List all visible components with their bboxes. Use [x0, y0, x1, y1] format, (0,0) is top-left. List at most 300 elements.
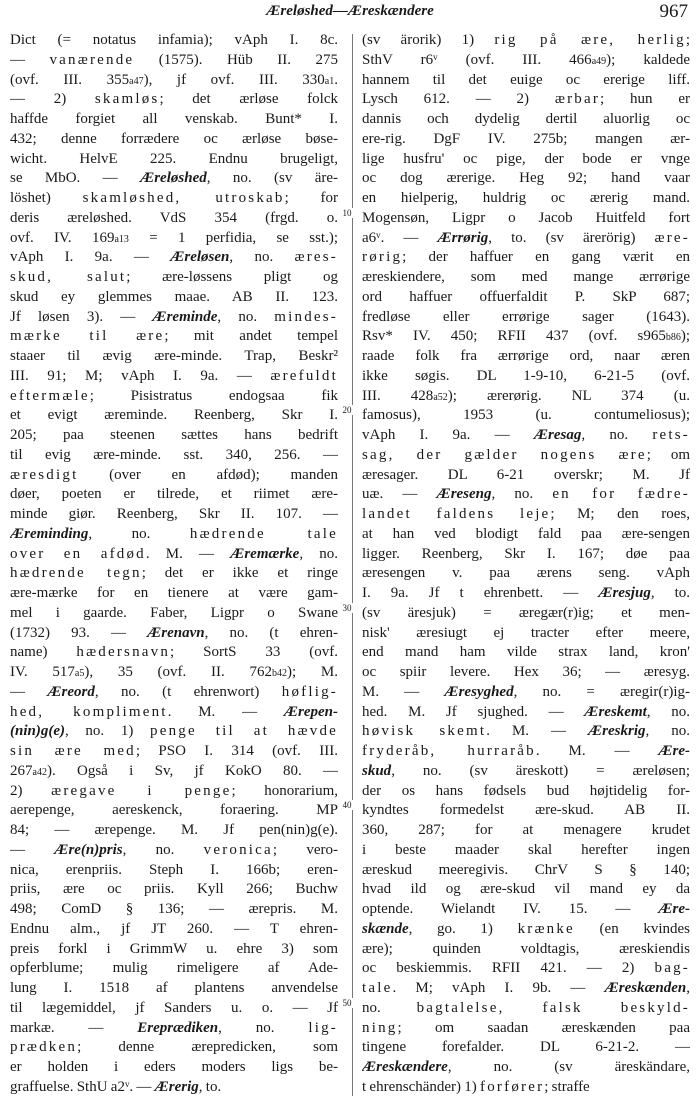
text-run: lung I. 1518 af plantens anvendelse — [10, 980, 338, 996]
text-run: til evig ære-minde. sst. 340, 256. — — [10, 446, 338, 463]
running-header-title: Æreløshed—Æreskændere — [266, 3, 434, 19]
text-line — [362, 821, 690, 841]
text-line — [362, 485, 690, 505]
text-run: deris æreløshed. VdS 354 (frgd. o. — [10, 209, 338, 226]
text-line — [362, 110, 690, 130]
text-line — [10, 762, 338, 782]
text-line — [362, 742, 690, 762]
text-line — [10, 466, 338, 486]
headword: Æreminding — [10, 525, 89, 542]
headword: Æreminde — [152, 308, 218, 325]
headword: Ærenavn — [147, 624, 205, 641]
right-column — [362, 31, 690, 1098]
headword: skænde — [362, 920, 409, 937]
reference-index: a42 — [32, 766, 47, 778]
text-run: vAph I. 9a. — — [362, 427, 534, 443]
headword: Æreskændere — [362, 1059, 448, 1075]
text-line — [362, 288, 690, 308]
definition-spaced: æresdigt — [10, 466, 79, 483]
text-line — [362, 130, 690, 150]
text-line — [10, 782, 338, 802]
text-line — [362, 406, 690, 426]
definition-spaced: skamløshed, utroskab — [82, 190, 285, 206]
text-line — [10, 663, 338, 683]
text-run: = 1 perfidia, se sst.); — [128, 229, 338, 246]
definition-spaced: sag, der gælder nogens ære — [362, 446, 647, 463]
text-line — [362, 900, 690, 920]
text-line — [362, 209, 690, 229]
text-run: Jf løsen 3). — — [10, 308, 153, 325]
text-run: — — [10, 841, 55, 858]
text-line — [10, 703, 338, 723]
line-number-10: 10 — [340, 208, 354, 218]
text-run: ; det ærløse folck — [159, 91, 338, 108]
page-number: 967 — [659, 1, 688, 22]
text-line — [362, 940, 690, 960]
text-run: ), jf ovf. III. 330 — [143, 71, 325, 88]
text-line — [10, 821, 338, 841]
text-run: tingene forefalder. DL 6-21-2. — — [362, 1039, 690, 1056]
text-run: (sv ärorik) 1) — [362, 32, 495, 48]
text-line — [362, 327, 690, 347]
text-line — [362, 920, 690, 940]
definition-spaced: prædken — [10, 1039, 78, 1056]
text-line — [362, 189, 690, 209]
text-run: 205; paa steenen sættes hans bedrift — [10, 427, 338, 443]
text-run: hed. M. Jf sjughed. — — [362, 703, 585, 720]
headword: Ære- — [658, 901, 690, 917]
line-number-50: 50 — [340, 998, 354, 1008]
text-run: preis forkl i GrimmW u. ehre 3) som — [10, 940, 338, 957]
definition-spaced: rørig — [362, 249, 403, 266]
definition-spaced: skamløs — [94, 91, 160, 108]
text-run: lige husfru' oc pige, der bode er vnge — [362, 150, 690, 167]
text-line — [10, 150, 338, 170]
definition-spaced: ærefuldt — [270, 367, 338, 384]
text-run: oc dog ærerige. Heg 92; hand vaar — [362, 170, 690, 187]
text-line — [10, 584, 338, 604]
text-line — [10, 1058, 338, 1078]
text-run: ); — [680, 328, 690, 345]
text-run: 432; denne forrædere oc ærløse bøse- — [10, 130, 338, 147]
text-run: , no. — [581, 427, 653, 443]
headword: Æreord — [47, 683, 95, 700]
text-run: ; SortS 33 (ovf. — [170, 644, 338, 661]
text-line — [10, 367, 338, 387]
text-run: raade folk fra ærrørige ord, naar æren — [362, 348, 690, 364]
definition-spaced: over en afdød — [10, 545, 146, 562]
text-run: æresager. DL 6-21 overskr; M. Jf — [362, 466, 690, 483]
text-line — [362, 683, 690, 703]
text-line — [10, 880, 338, 900]
text-line — [10, 801, 338, 821]
text-run: vAph I. 9a. — — [10, 249, 171, 266]
reference-index: a52 — [433, 391, 448, 403]
text-line — [362, 229, 690, 249]
text-line — [362, 1038, 690, 1058]
text-run: ære-mærke for en tienere at være gam- — [10, 585, 338, 601]
text-line — [362, 525, 690, 545]
text-line — [10, 1019, 338, 1039]
text-line — [362, 604, 690, 624]
text-line — [10, 545, 338, 565]
headword: Æresyghed — [444, 683, 514, 700]
headword: Ære- — [658, 743, 690, 759]
text-run: der os hans fødsels bud højtidelig for- — [362, 782, 690, 799]
text-run: er holden i eders moders ligs be- — [10, 1059, 338, 1075]
reference-index: b86 — [665, 332, 681, 344]
text-run: 498; ComD § 136; — ærepris. M. — [10, 901, 338, 917]
definition-spaced: mindes- — [274, 308, 338, 325]
definition-spaced: fryderåb, hurraråb — [362, 743, 536, 759]
headword: Æreløshed — [140, 170, 207, 187]
text-line — [10, 90, 338, 110]
text-run: . — [334, 71, 338, 88]
text-run: kyndtes formedelst ære-skud. AB II. — [362, 802, 690, 819]
text-run: ; mit andet tempel — [164, 328, 338, 345]
text-line — [362, 1058, 690, 1078]
text-run: , no. — [646, 703, 690, 720]
text-run: haffde forgiet all venskab. Bunt* I. — [10, 111, 338, 127]
text-run: nica, erenpriis. Steph I. 166b; eren- — [10, 861, 338, 878]
text-line — [362, 782, 690, 802]
text-run: ; denne ærepredicken, som — [77, 1039, 338, 1056]
text-run: dannis och dydelig dertil aluorlig oc — [362, 111, 690, 127]
text-run: Endnu alm., jf JT 260. — T ehren- — [10, 920, 338, 937]
line-number-40: 40 — [340, 800, 354, 810]
text-line — [10, 130, 338, 150]
definition-spaced: rig på ære, herlig — [494, 32, 686, 48]
text-line — [10, 841, 338, 861]
headword: Æresjug — [598, 585, 651, 601]
text-line — [362, 861, 690, 881]
text-line — [362, 248, 690, 268]
text-run: t ehrenschänder) 1) — [362, 1078, 481, 1095]
text-run: IV. 517 — [10, 664, 75, 680]
text-run: ligger. Reenberg, Skr I. 167; døe paa — [362, 545, 690, 562]
text-run: (sv äresjuk) = æregær(r)ig; et men- — [362, 604, 690, 621]
text-run: at han ved blodigt fald paa ære-sengen — [362, 525, 690, 542]
text-line — [10, 643, 338, 663]
definition-spaced: eftermæle — [10, 387, 90, 404]
headword: Æreskænden — [604, 980, 687, 996]
text-line — [362, 426, 690, 446]
text-line — [362, 1019, 690, 1039]
text-run: — — [10, 51, 50, 68]
definition-spaced: æregave i penge — [51, 782, 232, 799]
text-line — [362, 762, 690, 782]
text-line — [362, 387, 690, 407]
text-run: (over en afdød); manden — [78, 466, 338, 483]
definition-spaced: sin ære med — [10, 743, 136, 759]
text-run: (ovf. III. 355 — [10, 71, 130, 88]
text-run: III. 428 — [362, 387, 434, 404]
text-line — [362, 999, 690, 1019]
text-run: ; — [685, 32, 690, 48]
definition-spaced: æres- — [294, 249, 338, 266]
text-run: ); M. — [287, 664, 338, 680]
text-line — [10, 51, 338, 71]
text-line — [10, 900, 338, 920]
text-run: Mogensøn, Ligpr o Jacob Huitfeld fort — [362, 209, 690, 226]
text-run: — — [10, 683, 48, 700]
text-line — [10, 485, 338, 505]
text-line — [362, 624, 690, 644]
text-run: , no. — [217, 308, 275, 325]
text-line — [362, 959, 690, 979]
headword: Ære(n)pris — [54, 841, 123, 858]
text-run: , no. = æregir(r)ig- — [513, 683, 690, 700]
text-line — [10, 959, 338, 979]
text-run: 267 — [10, 762, 33, 779]
text-line — [10, 229, 338, 249]
text-line — [10, 327, 338, 347]
headword: Æresag — [533, 427, 582, 443]
definition-spaced: bagtalelse, falsk beskyld- — [416, 999, 690, 1016]
text-line — [362, 505, 690, 525]
text-line — [362, 90, 690, 110]
text-line — [10, 979, 338, 999]
headword: skud — [362, 762, 392, 779]
text-line — [10, 308, 338, 328]
text-run: M. — — [362, 683, 445, 700]
text-line — [362, 564, 690, 584]
text-line — [10, 446, 338, 466]
text-run: , no. — [88, 525, 190, 542]
text-line — [10, 426, 338, 446]
headword: Ereprædiken — [137, 1019, 219, 1036]
text-run: ere-rig. DgF IV. 275b; mangen ær- — [362, 130, 690, 147]
text-run: , no. — [229, 249, 295, 266]
reference-index: a13 — [114, 233, 129, 245]
definition-spaced: ære- — [654, 229, 690, 246]
line-number-30: 30 — [340, 603, 354, 613]
text-run: — 2) — [10, 91, 95, 108]
text-run: ; for — [284, 190, 338, 206]
text-line — [362, 446, 690, 466]
text-run: , no. — [122, 841, 204, 858]
text-run: , no. (sv äreskott) = æreløsen; — [391, 762, 690, 779]
definition-spaced: penge til at hævde — [150, 723, 338, 740]
text-run: (en kvindes — [574, 920, 690, 937]
definition-spaced: skud, salut — [10, 269, 127, 285]
headword: (nin)g(e) — [10, 723, 65, 740]
text-line — [362, 880, 690, 900]
text-line — [10, 999, 338, 1019]
text-run: ), 35 (ovf. II. 762 — [84, 664, 273, 680]
headword: Æremærke — [230, 545, 300, 562]
text-run: end mand ham vilde strax land, kron' — [362, 644, 690, 661]
text-run: ; Pisistratus endogsaa fik — [89, 387, 338, 404]
text-line — [362, 308, 690, 328]
text-line — [10, 1038, 338, 1058]
text-line — [362, 1078, 690, 1098]
text-run: skud ey glemmes maae. AB II. 123. — [10, 288, 338, 305]
text-run: 2) — [10, 782, 52, 799]
text-run: ; PSO I. 314 (ovf. III. — [135, 743, 338, 759]
text-run: , no. 1) — [65, 723, 151, 740]
text-run: æreskiendere, som med mange ærrørige — [362, 269, 690, 285]
text-run: , no. (t ehren- — [204, 624, 338, 641]
text-line — [362, 801, 690, 821]
text-line — [362, 466, 690, 486]
text-run: ; om — [646, 446, 690, 463]
text-run: , no. (sv äreskändare, — [447, 1059, 690, 1075]
text-line — [362, 545, 690, 565]
definition-spaced: høflig- — [281, 683, 338, 700]
definition-spaced: forfører — [480, 1078, 545, 1095]
text-line — [10, 742, 338, 762]
text-run: III. 91; M; vAph I. 9a. — — [10, 367, 271, 384]
definition-spaced: krænke — [517, 920, 575, 937]
text-run: Rsv* IV. 450; RFII 437 (ovf. s965 — [362, 328, 666, 345]
text-run: famosus), 1953 (u. contumeliosus); — [362, 407, 690, 424]
definition-spaced: ærbar — [554, 91, 601, 108]
text-run: se MbO. — — [10, 170, 141, 187]
text-run: ; det er ikke et ringe — [141, 565, 338, 582]
text-run: æreskud meeregivis. ChrV S § 140; — [362, 861, 690, 878]
headword: Æreløsen — [170, 249, 230, 266]
text-line — [10, 347, 338, 367]
text-run: , no. — [218, 1019, 309, 1036]
text-run: . M. — — [167, 703, 284, 720]
text-run: ; hun er — [600, 91, 690, 108]
text-run: ; ære-løssens pligt og — [126, 269, 338, 285]
text-line — [10, 248, 338, 268]
text-run: en hielperig, huldrig oc ærerig mand. — [362, 190, 690, 206]
text-run: staaer til ævig ære-minde. Trap, Beskr² — [10, 348, 338, 364]
text-line — [10, 387, 338, 407]
text-run: ; om saadan æreskænden paa — [397, 1019, 690, 1036]
text-run: oc beskiemmis. RFII 421. — 2) — [362, 960, 655, 977]
definition-spaced: ning — [362, 1019, 398, 1036]
text-run: hannem til det euige oc ererige liff. — [362, 71, 690, 88]
text-run: . M. — — [145, 545, 231, 562]
text-run: , go. 1) — [408, 920, 518, 937]
text-line — [10, 31, 338, 51]
definition-spaced: hædersnavn — [76, 644, 171, 661]
text-line — [10, 940, 338, 960]
text-run: aerepenge, aereskenck, foraering. MP — [10, 802, 338, 819]
text-line — [362, 979, 690, 999]
text-run: til lægemiddel, jf Sanders u. o. — Jf — [10, 999, 338, 1016]
text-run: minde giør. Reenberg, Skr II. 107. — — [10, 506, 338, 522]
text-line — [362, 169, 690, 189]
text-run: oc spiir levere. Hex 36; — æresyg. — [362, 664, 690, 680]
text-run: graffuelse. SthU a2ᵛ. — — [10, 1078, 155, 1095]
text-run: , no. — [645, 723, 690, 740]
text-line — [362, 347, 690, 367]
text-line — [10, 722, 338, 742]
headword: Ærepen- — [283, 703, 338, 720]
text-line — [362, 722, 690, 742]
text-run: (1732) 93. — — [10, 624, 148, 641]
text-run: . M. — — [535, 743, 659, 759]
text-run: , to. — [650, 585, 690, 601]
text-run: Dict (= notatus infamia); vAph I. 8c. — [10, 32, 338, 48]
text-run: , no. (sv äre- — [206, 170, 338, 187]
text-line — [10, 624, 338, 644]
text-run: ); ærerørig. NL 374 (u. — [447, 387, 690, 404]
text-line — [362, 584, 690, 604]
text-run: Lysch 612. — 2) — [362, 91, 555, 108]
text-line — [10, 189, 338, 209]
text-line — [362, 367, 690, 387]
text-run: priis, ære oc priis. Kyll 266; Buchw — [10, 881, 338, 898]
line-number-20: 20 — [340, 405, 354, 415]
text-run: ; M; den roes, — [550, 506, 690, 522]
headword: Æreskemt — [584, 703, 647, 720]
definition-spaced: veronica — [203, 841, 273, 858]
text-run: , no. — [299, 545, 338, 562]
text-run: (1575). Hüb II. 275 — [134, 51, 338, 68]
text-run: , no. — [491, 486, 553, 503]
text-run: ære); quinden voldtagis, æreskiendis — [362, 940, 690, 957]
text-line — [10, 1078, 338, 1098]
text-run: name) — [10, 644, 77, 661]
text-line — [10, 209, 338, 229]
definition-spaced: en for fædre- — [552, 486, 690, 503]
text-line — [10, 71, 338, 91]
text-run: ); kaldede — [606, 51, 690, 68]
text-line — [362, 51, 690, 71]
reference-index: a1 — [324, 75, 335, 87]
text-run: a6ᵛ. — — [362, 229, 438, 246]
text-run: ; honorarium, — [231, 782, 338, 799]
text-run: ). Også i Sv, jf KokO 80. — — [46, 762, 338, 779]
text-run: nisk' æresiugt ej tracter efter meere, — [362, 624, 690, 641]
text-line — [10, 604, 338, 624]
text-run: I. 9a. Jf t ehrenbett. — — [362, 585, 599, 601]
left-column — [10, 31, 338, 1098]
text-line — [10, 683, 338, 703]
text-run: fredløse eller errørige sager (1643). — [362, 308, 690, 325]
text-run: . M. — — [486, 723, 588, 740]
text-line — [10, 406, 338, 426]
text-line — [10, 288, 338, 308]
text-run: SthV r6ᵛ (ovf. III. 466 — [362, 51, 592, 68]
text-run: ikke søgis. DL 1-9-10, 6-21-5 (ovf. — [362, 367, 690, 384]
text-line — [362, 268, 690, 288]
text-run: markæ. — — [10, 1019, 138, 1036]
text-line — [362, 703, 690, 723]
text-line — [362, 663, 690, 683]
reference-index: b42 — [272, 668, 288, 679]
definition-spaced: landet faldens leje — [362, 506, 551, 522]
reference-index: a49 — [591, 55, 607, 67]
headword: Ærrørig — [437, 229, 489, 246]
text-run: wicht. HelvE 225. Endnu brugeligt, — [10, 150, 338, 167]
text-run: , to. — [198, 1078, 222, 1095]
text-line — [10, 505, 338, 525]
text-line — [362, 31, 690, 51]
text-run: døer, poeten er tilrede, et riimet ære- — [10, 486, 338, 503]
text-run: i beste maader skal herefter ingen — [362, 841, 690, 858]
text-line — [362, 841, 690, 861]
definition-spaced: hædrende tegn — [10, 565, 142, 582]
text-run: opferblume; mulig rimeligere af Ade- — [10, 960, 338, 977]
definition-spaced: høvisk skemt — [362, 723, 487, 740]
text-line — [362, 150, 690, 170]
headword: Æreskrig — [588, 723, 646, 740]
text-run: ord haffuer offuerfaldit P. SkP 687; — [362, 288, 690, 305]
text-line — [10, 169, 338, 189]
definition-spaced: rets- — [652, 427, 690, 443]
text-run: ovf. IV. 169 — [10, 229, 115, 246]
text-run: mel i gaarde. Faber, Ligpr o Swane — [10, 604, 338, 621]
text-line — [10, 564, 338, 584]
text-run: et evigt æreminde. Reenberg, Skr I. — [10, 407, 338, 424]
